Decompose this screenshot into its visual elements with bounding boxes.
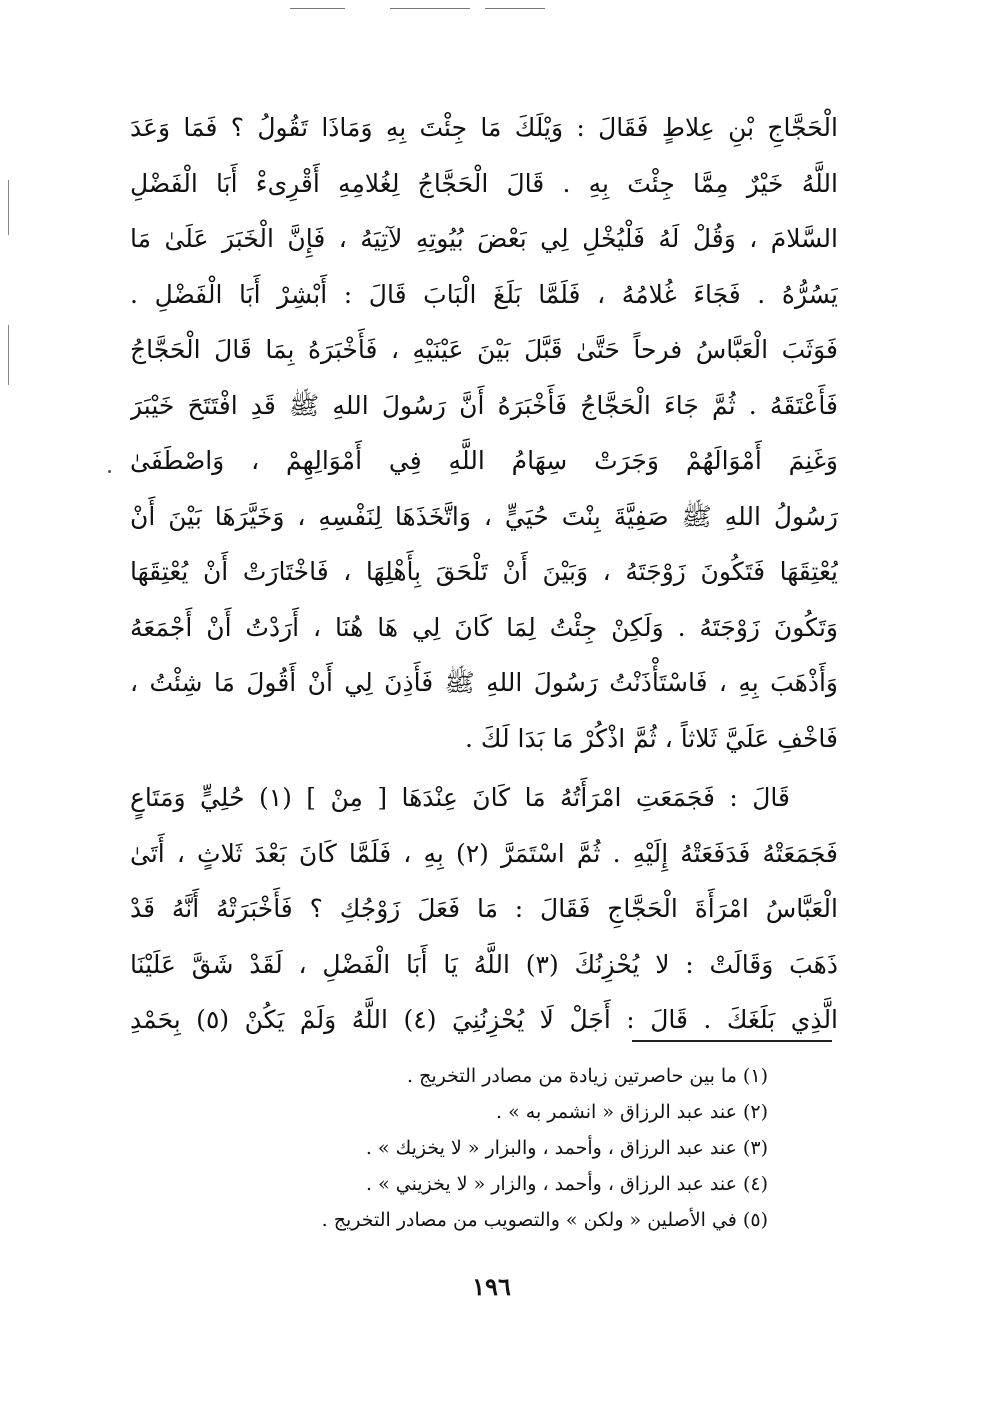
page-number: ١٩٦ (472, 1272, 511, 1301)
text-line: فَجَمَعَتْهُ فَدَفَعَتْهُ إِلَيْهِ . ثُمَّ اسْتَمَرَّ (٢) بِهِ ، فَلَمَّا كَانَ بَعْدَ ثَلاثٍ ، أَتَىٰ (130, 838, 838, 868)
text-line: الْعَبَّاسُ امْرَأَةَ الْحَجَّاجِ فَقَالَ : مَا فَعَلَ زَوْجُكِ ؟ فَأَخْبَرَتْهُ أَنَّهُ قَدْ (130, 894, 838, 923)
text-line: رَسُولُ اللهِ ﷺ صَفِيَّةَ بِنْتَ حُيَيٍّ ، وَاتَّخَذَهَا لِنَفْسِهِ ، وَخَيَّرَهَا بَيْنَ أَنْ (130, 501, 838, 531)
stray-dot (108, 470, 111, 473)
text-line: يُعْتِقَهَا فَتَكُونَ زَوْجَتَهُ ، وَبَيْنَ أَنْ تَلْحَقَ بِأَهْلِهَا ، فَاخْتَارَتْ أَنْ يُعْتِقَهَا (130, 557, 838, 586)
footnote: (٥) في الأصلين « ولكن » والتصويب من مصادر التخريج . (321, 1209, 768, 1231)
top-rules (290, 8, 550, 12)
main-text (130, 100, 838, 1048)
footnote: (٣) عند عبد الرزاق ، وأحمد ، والبزار « لا يخزيك » . (365, 1137, 768, 1159)
text-line: قَالَ : فَجَمَعَتِ امْرَأَتُهُ مَا كَانَ عِنْدَهَا [ مِنْ ] (١) حُلِيٍّ وَمَتَاعٍ (130, 783, 790, 812)
margin-mark-lower (8, 325, 9, 385)
footnote-separator (632, 1040, 832, 1042)
top-rule-left (290, 8, 345, 9)
top-rule-middle (390, 8, 470, 9)
text-line: وَأَذْهَبَ بِهِ ، فَاسْتَأْذَنْتُ رَسُولَ اللهِ ﷺ فَأَذِنَ لِي أَنْ أَقُولَ مَا شِئْتُ ، (130, 668, 838, 697)
margin-mark-upper (8, 180, 9, 235)
text-line: فَأَعْتَقَهُ . ثُمَّ جَاءَ الْحَجَّاجُ فَأَخْبَرَهُ أَنَّ رَسُولَ اللهِ ﷺ قَدِ افْتَتَحَ خَيْبَرَ (130, 390, 838, 420)
text-line: يَسُرُّهُ . فَجَاءَ غُلامُهُ ، فَلَمَّا بَلَغَ الْبَابَ قَالَ : أَبْشِرْ أَبَا الْفَضْلِ . (130, 279, 838, 309)
text-line: الْحَجَّاجِ بْنِ عِلاطٍ فَقَالَ : وَيْلَكَ مَا جِئْتَ بِهِ وَمَاذَا تَقُولُ ؟ فَمَا وَعَدَ (130, 113, 838, 142)
text-line: وَتَكُونَ زَوْجَتَهُ . وَلَكِنْ جِئْتُ لِمَا كَانَ لِي هَا هُنَا ، أَرَدْتُ أَنْ أَجْمَعَهُ (130, 612, 838, 642)
footnote: (١) ما بين حاصرتين زيادة من مصادر التخريج . (407, 1065, 768, 1087)
text-line: اللَّهُ خَيْرٌ مِمَّا جِئْتَ بِهِ . قَالَ الْحَجَّاجُ لِغُلامِهِ أَقْرِىءْ أَبَا الْفَضْلِ (130, 168, 838, 198)
text-line: فَاخْفِ عَلَيَّ ثَلاثاً ، ثُمَّ اذْكُرْ مَا بَدَا لَكَ . (464, 723, 838, 753)
footnote: (٤) عند عبد الرزاق ، وأحمد ، والزار « لا يخزيني » . (366, 1173, 768, 1195)
text-line: ذَهَبَ وَقَالَتْ : لا يُحْزِنُكَ (٣) اللَّهُ يَا أَبَا الْفَضْلِ ، لَقَدْ شَقَّ عَلَيْنَا (130, 949, 838, 979)
top-rule-right (485, 8, 545, 9)
text-line: الَّذِي بَلَغَكَ . قَالَ : أَجَلْ لَا يُحْزِنُنِيَ (٤) اللَّهُ وَلَمْ يَكُنْ (٥) بِحَمْدِ (130, 1005, 838, 1034)
text-line: السَّلامَ ، وَقُلْ لَهُ فَلْيُخْلِ لِي بَعْضَ بُيُوتِهِ لآتِيَهُ ، فَإِنَّ الْخَبَرَ عَلَىٰ مَا (130, 224, 838, 253)
footnote: (٢) عند عبد الرزاق « انشمر به » . (496, 1101, 768, 1123)
text-line: وَغَنِمَ أَمْوَالَهُمْ وَجَرَتْ سِهَامُ اللَّهِ فِي أَمْوَالِهِمْ ، وَاصْطَفَىٰ (130, 446, 838, 475)
text-line: فَوَثَبَ الْعَبَّاسُ فرحاً حَتَّىٰ قَبَّلَ بَيْنَ عَيْنَيْهِ ، فَأَخْبَرَهُ بِمَا قَالَ الْحَجَّاجُ (130, 335, 838, 364)
footnotes (160, 1058, 768, 1238)
